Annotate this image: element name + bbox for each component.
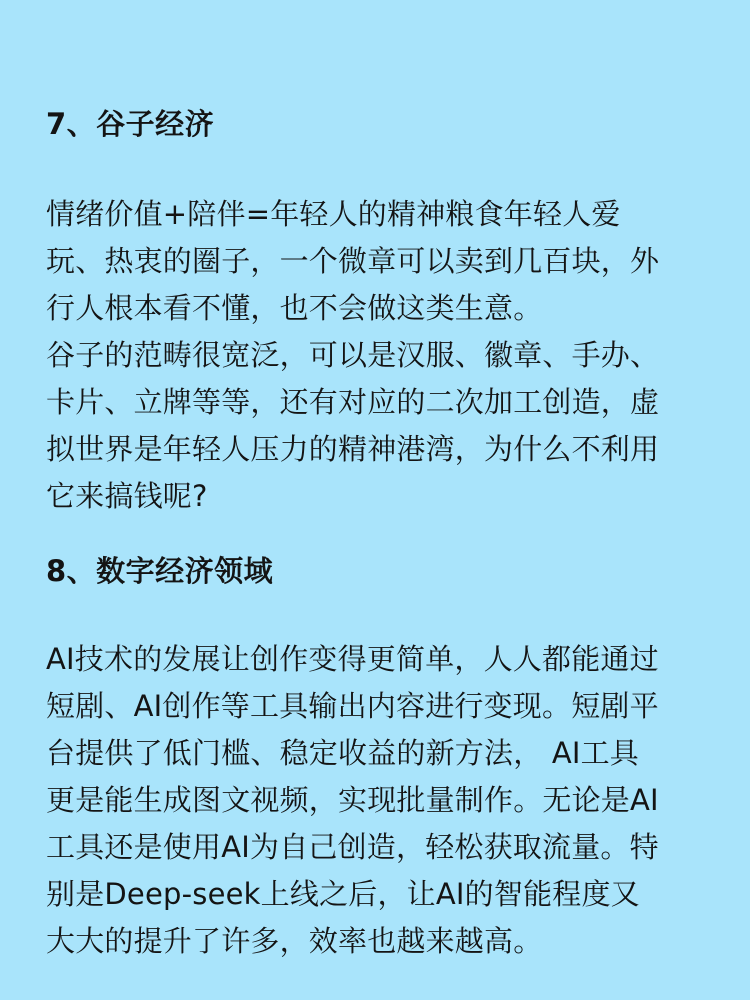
body-line: AI技术的发展让创作变得更简单，人人都能通过 [46, 642, 659, 676]
body-line: 玩、热衷的圈子，一个微章可以卖到几百块，外 [46, 244, 660, 278]
section-8-body [46, 636, 710, 965]
body-line: 更是能生成图文视频，实现批量制作。无论是AI [46, 783, 659, 817]
body-line: 短剧、AI创作等工具输出内容进行变现。短剧平 [46, 689, 659, 723]
section-heading-8: 8、数字经济领域 [46, 554, 274, 588]
body-line: 它来搞钱呢? [46, 479, 208, 513]
body-line: 行人根本看不懂，也不会做这类生意。 [46, 291, 543, 325]
section-heading-7: 7、谷子经济 [46, 107, 215, 141]
body-line: 台提供了低门槛、稳定收益的新方法， AI工具 [46, 736, 640, 770]
section-7-body [46, 191, 710, 520]
body-line: 工具还是使用AI为自己创造，轻松获取流量。特 [46, 830, 659, 864]
body-line: 拟世界是年轻人压力的精神港湾，为什么不利用 [46, 432, 660, 466]
body-line: 大大的提升了许多，效率也越来越高。 [46, 924, 543, 958]
body-line: 别是Deep-seek上线之后，让AI的智能程度又 [46, 877, 640, 911]
body-line: 卡片、立牌等等，还有对应的二次加工创造，虚 [46, 385, 660, 419]
body-line: 情绪价值+陪伴=年轻人的精神粮食年轻人爱 [46, 197, 621, 231]
body-line: 谷子的范畴很宽泛，可以是汉服、徽章、手办、 [46, 338, 660, 372]
